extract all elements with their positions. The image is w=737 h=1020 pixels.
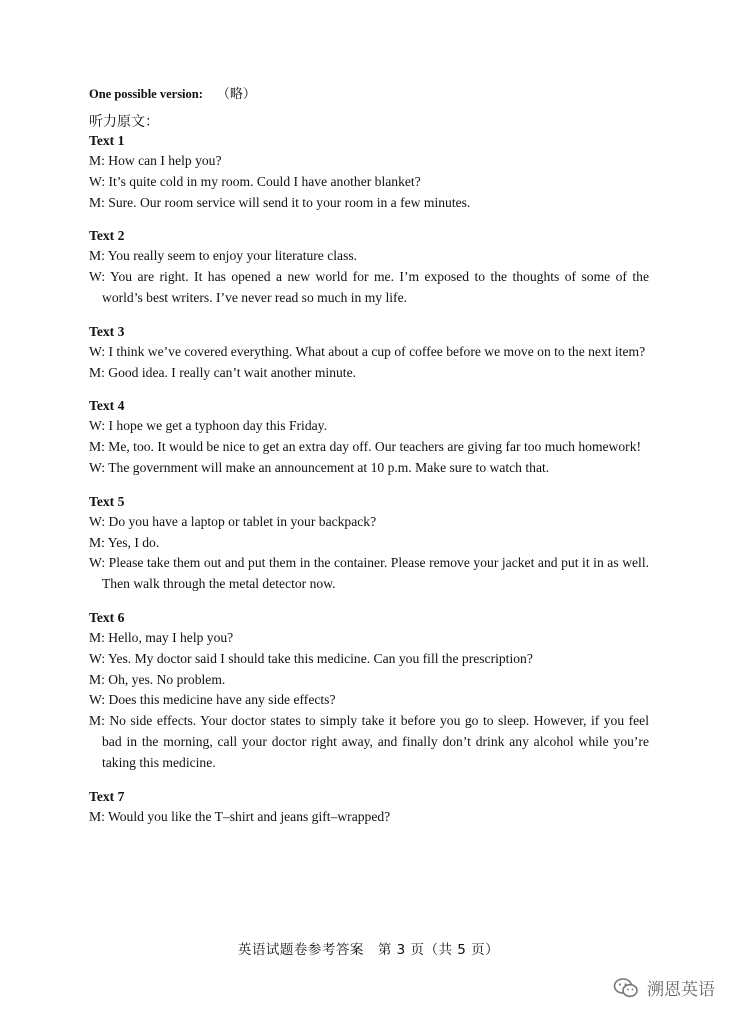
header-note: （略） xyxy=(216,86,256,101)
dialogue-line: W: I hope we get a typhoon day this Friday. xyxy=(89,418,327,434)
dialogue-line: M: Good idea. I really can’t wait another minute. xyxy=(89,364,357,380)
section-title: Text 2 xyxy=(89,228,125,244)
page-footer: 英语试题卷参考答案 第 3 页（共 5 页） xyxy=(237,942,500,958)
watermark xyxy=(613,975,715,1000)
text-section xyxy=(89,786,649,828)
watermark-text: 溯恩英语 xyxy=(647,980,715,1000)
section-title: Text 6 xyxy=(89,609,125,625)
dialogue-line: M: You really seem to enjoy your literature class. xyxy=(89,248,358,264)
section-title: Text 3 xyxy=(89,323,125,339)
transcript-content xyxy=(89,130,649,839)
dialogue-line: M: Hello, may I help you? xyxy=(89,629,234,645)
dialogue-line: M: No side effects. Your doctor states to simply take it before you go to sleep. However, if you feel bad in the morning, call your doctor right away, and finally don’t drink any alcohol while you’re taking this medicine. xyxy=(89,713,649,770)
text-section xyxy=(89,225,649,308)
answer-header xyxy=(89,83,256,102)
dialogue-line: M: Yes, I do. xyxy=(89,534,160,550)
section-title: Text 7 xyxy=(89,788,125,804)
text-section xyxy=(89,130,649,213)
header-label: One possible version: xyxy=(89,87,203,101)
dialogue-line: M: Sure. Our room service will send it to your room in a few minutes. xyxy=(89,194,471,210)
dialogue-line: W: I think we’ve covered everything. What about a cup of coffee before we move on to the next item? xyxy=(89,343,646,359)
section-title: Text 5 xyxy=(89,493,125,509)
dialogue-line: W: You are right. It has opened a new world for me. I’m exposed to the thoughts of some of the world’s best writers. I’ve never read so much in my life. xyxy=(89,269,649,305)
text-section xyxy=(89,607,649,774)
dialogue-line: W: It’s quite cold in my room. Could I have another blanket? xyxy=(89,173,421,189)
dialogue-line: M: Me, too. It would be nice to get an extra day off. Our teachers are giving far too much homework! xyxy=(89,439,642,455)
dialogue-line: W: Please take them out and put them in the container. Please remove your jacket and put it in as well. Then walk through the metal detector now. xyxy=(89,555,649,592)
dialogue-line: W: Yes. My doctor said I should take this medicine. Can you fill the prescription? xyxy=(89,650,533,666)
wechat-icon xyxy=(613,977,639,999)
dialogue-line: M: How can I help you? xyxy=(89,153,222,168)
text-section xyxy=(89,321,649,384)
dialogue-line: W: The government will make an announcement at 10 p.m. Make sure to watch that. xyxy=(89,459,550,475)
text-section xyxy=(89,395,649,478)
transcript-title: 听力原文： xyxy=(89,115,159,130)
dialogue-line: W: Does this medicine have any side effects? xyxy=(89,692,336,708)
section-title: Text 1 xyxy=(89,133,125,148)
dialogue-line: M: Oh, yes. No problem. xyxy=(89,671,226,687)
dialogue-line: W: Do you have a laptop or tablet in your backpack? xyxy=(89,513,377,529)
section-title: Text 4 xyxy=(89,398,125,414)
dialogue-line: M: Would you like the T–shirt and jeans gift–wrapped? xyxy=(89,808,391,824)
text-section xyxy=(89,491,649,595)
